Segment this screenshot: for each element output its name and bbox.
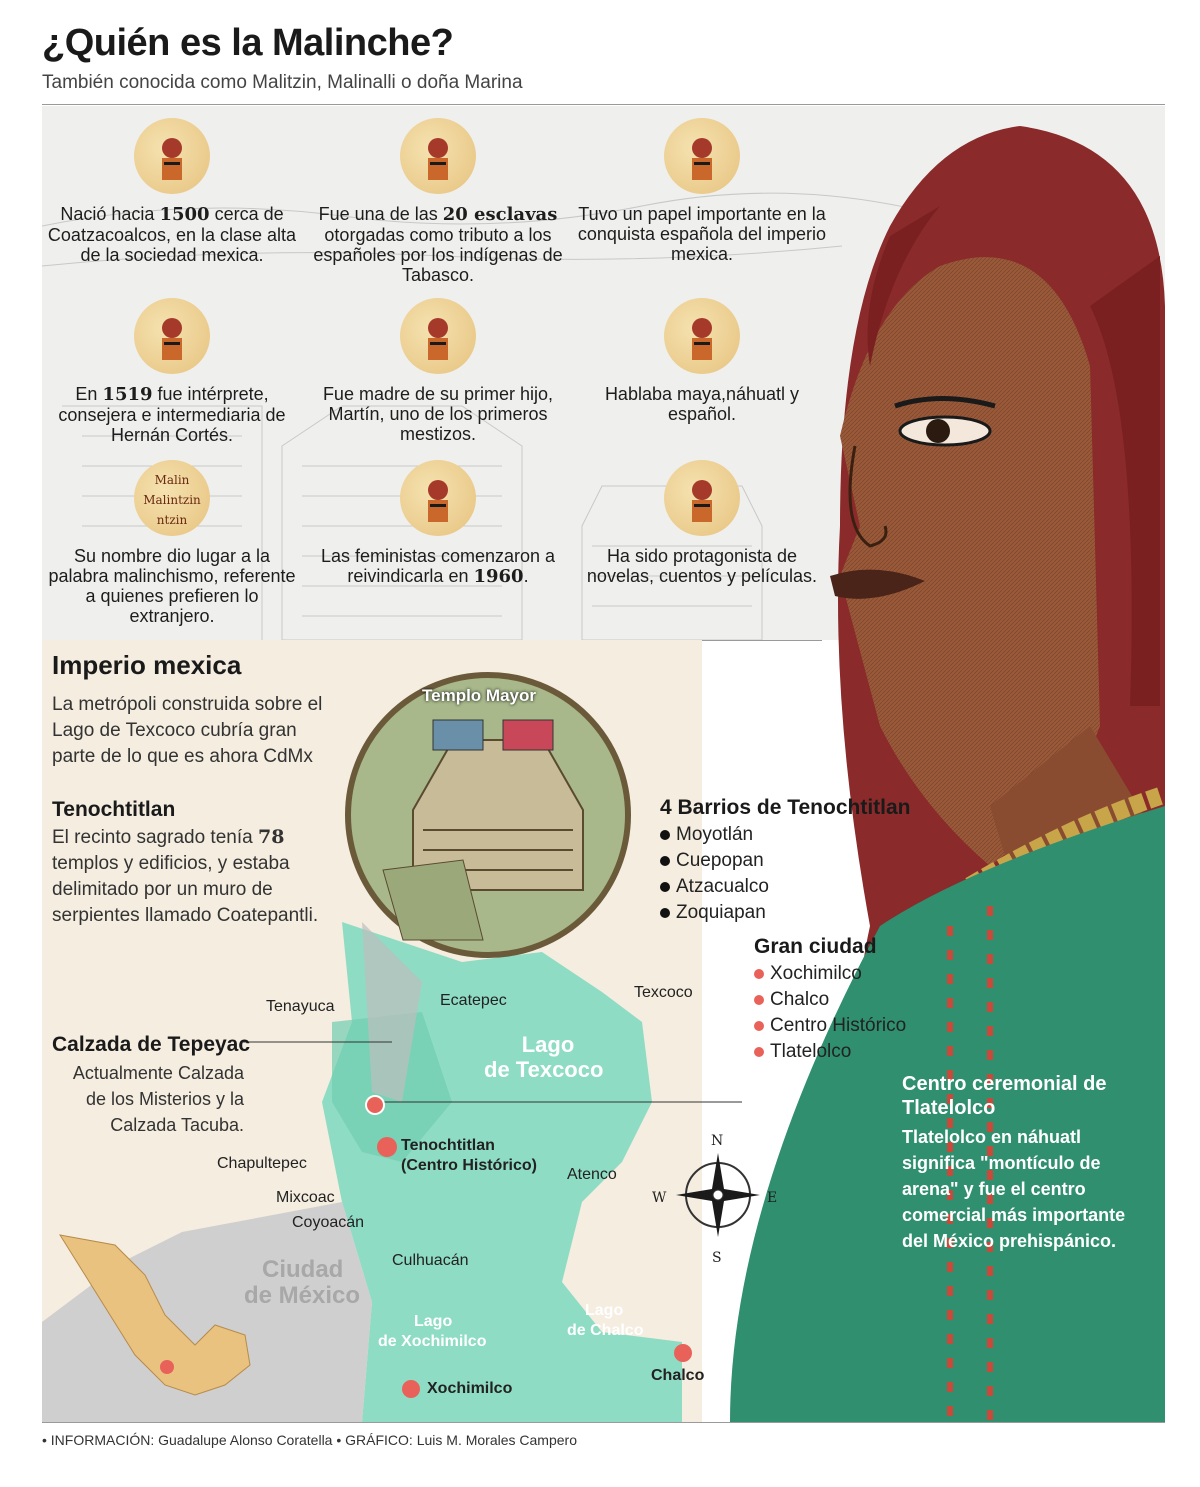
fact-item xyxy=(308,298,568,445)
list-item-label: Centro Histórico xyxy=(770,1015,907,1036)
imperio-text: La metrópoli construida sobre el Lago de Texcoco cubría gran parte de lo que es ahora CdMx xyxy=(52,694,323,767)
icon-handwriting: Malin xyxy=(154,473,190,487)
list-item xyxy=(660,900,769,926)
lake-texcoco-label-2: de Texcoco xyxy=(484,1057,604,1082)
list-item xyxy=(754,1039,906,1065)
list-item-label: Cuepopan xyxy=(676,850,764,871)
fact-text-pre: Fue madre de su primer hijo, Martín, uno de los primeros mestizos. xyxy=(322,384,554,444)
bullet-icon xyxy=(754,969,764,979)
fact-text xyxy=(572,384,832,425)
list-item-label: Zoquiapan xyxy=(676,902,766,923)
fact-item xyxy=(308,460,568,587)
gran-ciudad-title: Gran ciudad xyxy=(754,935,877,958)
fact-item xyxy=(42,118,302,265)
tenochtitlan-text-post: templos y edificios, y estaba delimitado por un muro de serpientes llamado Coatepantli. xyxy=(52,853,319,926)
templo-mayor-label: Templo Mayor xyxy=(422,686,536,705)
fact-text-post: fue intérprete, consejera e intermediaria de Hernán Cortés. xyxy=(58,384,286,445)
list-item-label: Chalco xyxy=(770,989,830,1010)
list-item xyxy=(754,961,906,987)
fact-highlight-number: 1500 xyxy=(159,204,210,225)
lake-chalco-label-1: Lago xyxy=(585,1302,624,1319)
bullet-icon xyxy=(660,856,670,866)
map-label-texcoco: Texcoco xyxy=(634,984,693,1001)
list-item-label: Moyotlán xyxy=(676,824,754,845)
map-label-culhuacan: Culhuacán xyxy=(392,1252,469,1269)
codex-interpreter-icon xyxy=(134,298,210,374)
list-item xyxy=(660,822,769,848)
bullet-icon xyxy=(660,882,670,892)
bullet-icon xyxy=(754,1021,764,1031)
fact-item xyxy=(42,460,302,627)
list-item xyxy=(754,1013,906,1039)
fact-text-pre: Fue una de las xyxy=(318,204,443,224)
fact-text-post: . xyxy=(523,566,529,586)
list-item-label: Xochimilco xyxy=(770,963,862,984)
compass-east-label: E xyxy=(767,1190,778,1206)
calzada-text: Actualmente Calzada de los Misterios y la Calzada Tacuba. xyxy=(72,1063,244,1135)
fact-text-pre: Su nombre dio lugar a la palabra malinchismo, referente a quienes prefieren lo extranjero. xyxy=(48,546,296,626)
fact-text-pre: Hablaba maya,náhuatl y español. xyxy=(604,384,800,424)
fact-highlight-number: 20 esclavas xyxy=(442,204,558,225)
cdmx-label-1: Ciudad xyxy=(262,1256,344,1283)
speech-scroll-icon xyxy=(664,298,740,374)
fact-text xyxy=(308,204,568,285)
gran-ciudad-list xyxy=(754,961,906,1065)
calzada-title: Calzada de Tepeyac xyxy=(52,1033,251,1056)
map-label-chapultepec: Chapultepec xyxy=(217,1155,307,1172)
compass-south-label: S xyxy=(712,1250,722,1266)
fact-text-pre: Nació hacia xyxy=(60,204,160,224)
map-label-xochimilco: Xochimilco xyxy=(427,1380,513,1397)
codex-dancer-icon xyxy=(664,460,740,536)
page-subtitle: También conocida como Malitzin, Malinalli o doña Marina xyxy=(42,72,523,93)
fact-text xyxy=(572,204,832,265)
fact-text xyxy=(308,384,568,445)
map-label-chalco: Chalco xyxy=(651,1367,705,1384)
list-item xyxy=(754,987,906,1013)
icon-handwriting: ntzin xyxy=(156,513,188,527)
centro-title: Centro ceremonial de Tlatelolco xyxy=(902,1073,1107,1119)
imperio-title: Imperio mexica xyxy=(52,650,242,680)
list-item-label: Tlatelolco xyxy=(770,1041,852,1062)
list-item xyxy=(660,848,769,874)
cdmx-label-2: de México xyxy=(244,1282,361,1309)
map-label-atenco: Atenco xyxy=(567,1166,617,1183)
compass-west-label: W xyxy=(652,1190,667,1206)
tenochtitlan-text-pre: El recinto sagrado tenía xyxy=(52,827,258,848)
icon-handwriting: Malintzin xyxy=(143,493,201,507)
list-item xyxy=(660,874,769,900)
fact-item xyxy=(572,298,832,425)
codex-kneeling-figure-icon xyxy=(400,118,476,194)
map-label-ecatepec: Ecatepec xyxy=(440,992,507,1009)
fact-text xyxy=(42,204,302,265)
codex-figure-icon xyxy=(134,118,210,194)
barrios-list xyxy=(660,822,769,926)
tenochtitlan-temple-count: 78 xyxy=(257,826,285,848)
fact-item xyxy=(308,118,568,285)
map-label-tenochtitlan: Tenochtitlan xyxy=(401,1137,495,1154)
bullet-icon xyxy=(754,995,764,1005)
footer-divider xyxy=(42,1422,1165,1423)
fact-text xyxy=(42,546,302,627)
fact-text-pre: En xyxy=(75,384,103,404)
lake-xochimilco-label-1: Lago xyxy=(414,1313,453,1330)
chalco-dot xyxy=(674,1344,692,1362)
bullet-icon xyxy=(660,908,670,918)
page-title: ¿Quién es la Malinche? xyxy=(42,22,454,64)
fact-highlight-number: 1960 xyxy=(473,566,524,587)
tenochtitlan-title: Tenochtitlan xyxy=(52,798,176,821)
tenochtitlan-text xyxy=(52,824,352,929)
lake-texcoco-label-1: Lago xyxy=(521,1032,575,1057)
barrios-title: 4 Barrios de Tenochtitlan xyxy=(660,796,911,819)
fact-text xyxy=(572,546,832,587)
codex-skull-knife-icon xyxy=(400,298,476,374)
bullet-icon xyxy=(754,1047,764,1057)
fact-text-post: cerca de Coatzacoalcos, en la clase alta de la sociedad mexica. xyxy=(47,204,297,265)
lake-xochimilco-label-2: de Xochimilco xyxy=(378,1333,487,1350)
map-label-tenayuca: Tenayuca xyxy=(266,998,335,1015)
compass-rose-icon xyxy=(663,1135,773,1255)
map-label-coyoacan: Coyoacán xyxy=(292,1214,365,1231)
credits: • INFORMACIÓN: Guadalupe Alonso Coratella • GRÁFICO: Luis M. Morales Campero xyxy=(42,1432,577,1448)
tenochtitlan-dot xyxy=(377,1137,397,1157)
bullet-icon xyxy=(660,830,670,840)
tlatelolco-dot xyxy=(365,1095,385,1115)
fact-item xyxy=(572,118,832,265)
lake-chalco-label-2: de Chalco xyxy=(567,1322,644,1339)
fact-text-pre: Ha sido protagonista de novelas, cuentos y películas. xyxy=(586,546,818,586)
codex-warrior-shield-icon xyxy=(664,118,740,194)
fact-text-post: otorgadas como tributo a los españoles por los indígenas de Tabasco. xyxy=(313,225,563,285)
fact-text xyxy=(308,546,568,587)
cdmx-location-dot xyxy=(160,1360,174,1374)
fact-item xyxy=(572,460,832,587)
feminist-fist-icon xyxy=(400,460,476,536)
fact-text-pre: Las feministas comenzaron a reivindicarla en xyxy=(320,546,556,586)
xochimilco-dot xyxy=(402,1380,420,1398)
templo-mayor-illustration xyxy=(343,670,633,960)
fact-highlight-number: 1519 xyxy=(102,384,153,405)
fact-text-pre: Tuvo un papel importante en la conquista española del imperio mexica. xyxy=(577,204,827,264)
centro-text: Tlatelolco en náhuatl significa "montículo de arena" y fue el centro comercial más importante del México prehispánico. xyxy=(902,1127,1126,1251)
handwritten-name-icon xyxy=(134,460,210,536)
list-item-label: Atzacualco xyxy=(676,876,769,897)
map-label-tenochtitlan-sub: (Centro Histórico) xyxy=(401,1157,537,1174)
header-divider xyxy=(42,104,1165,105)
map-label-mixcoac: Mixcoac xyxy=(276,1189,335,1206)
mexico-inset-map xyxy=(55,1225,265,1405)
fact-item xyxy=(42,298,302,445)
fact-text xyxy=(42,384,302,445)
compass-north-label: N xyxy=(711,1133,724,1149)
